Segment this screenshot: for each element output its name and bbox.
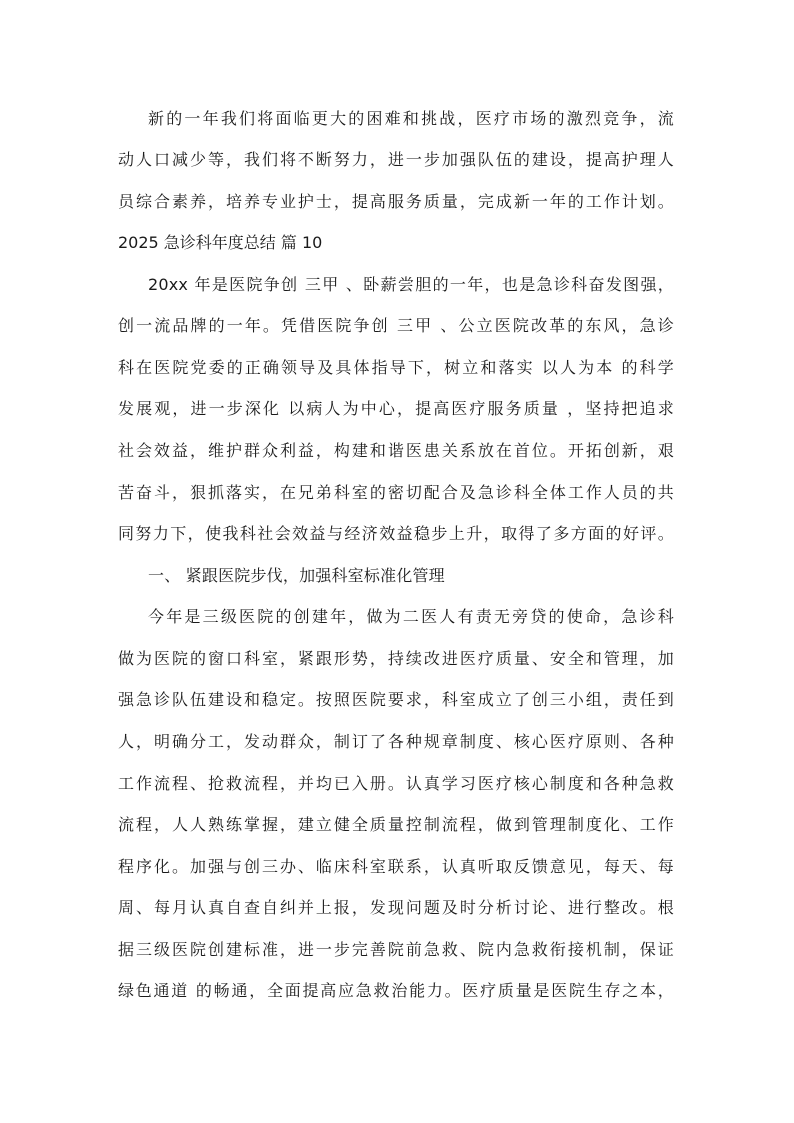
paragraph-1-line-3: 员综合素养，培养专业护士，提高服务质量，完成新一年的工作计划。 <box>118 192 674 211</box>
paragraph-2-line-5: 社会效益，维护群众利益，构建和谐医患关系放在首位。开拓创新，艰 <box>118 441 674 460</box>
paragraph-2-line-4: 发展观，进一步深化 以病人为中心，提高医疗服务质量 ，坚持把追求 <box>118 399 674 418</box>
paragraph-3-line-9: 据三级医院创建标准，进一步完善院前急救、院内急救衔接机制，保证 <box>118 940 674 959</box>
paragraph-2-line-7: 同努力下，使我科社会效益与经济效益稳步上升，取得了多方面的好评。 <box>118 524 674 543</box>
paragraph-3-line-3: 强急诊队伍建设和稳定。按照医院要求，科室成立了创三小组，责任到 <box>118 690 674 709</box>
paragraph-3-line-5: 工作流程、抢救流程，并均已入册。认真学习医疗核心制度和各种急救 <box>118 774 674 793</box>
paragraph-3-line-10: 绿色通道 的畅通，全面提高应急救治能力。医疗质量是医院生存之本， <box>118 981 674 1000</box>
paragraph-2-line-6: 苦奋斗，狠抓落实，在兄弟科室的密切配合及急诊科全体工作人员的共 <box>118 483 674 502</box>
paragraph-3-line-7: 程序化。加强与创三办、临床科室联系，认真听取反馈意见，每天、每 <box>118 857 674 876</box>
article-heading: 2025 急诊科年度总结 篇 10 <box>118 233 323 252</box>
paragraph-3-line-4: 人，明确分工，发动群众，制订了各种规章制度、核心医疗原则、各种 <box>118 732 674 751</box>
paragraph-1-line-1: 新的一年我们将面临更大的困难和挑战，医疗市场的激烈竞争，流 <box>148 109 674 128</box>
paragraph-3-line-6: 流程，人人熟练掌握，建立健全质量控制流程，做到管理制度化、工作 <box>118 815 674 834</box>
paragraph-2-line-3: 科在医院党委的正确领导及具体指导下，树立和落实 以人为本 的科学 <box>118 358 674 377</box>
paragraph-3-line-2: 做为医院的窗口科室，紧跟形势，持续改进医疗质量、安全和管理，加 <box>118 649 674 668</box>
paragraph-2-line-2: 创一流品牌的一年。凭借医院争创 三甲 、公立医院改革的东风，急诊 <box>118 316 674 335</box>
paragraph-1-line-2: 动人口减少等，我们将不断努力，进一步加强队伍的建设，提高护理人 <box>118 150 674 169</box>
section-heading: 一、 紧跟医院步伐，加强科室标准化管理 <box>148 566 445 585</box>
paragraph-2-line-1: 20xx 年是医院争创 三甲 、卧薪尝胆的一年，也是急诊科奋发图强， <box>148 275 674 294</box>
paragraph-3-line-1: 今年是三级医院的创建年，做为二医人有责无旁贷的使命，急诊科 <box>148 607 674 626</box>
paragraph-3-line-8: 周、每月认真自查自纠并上报，发现问题及时分析讨论、进行整改。根 <box>118 898 674 917</box>
